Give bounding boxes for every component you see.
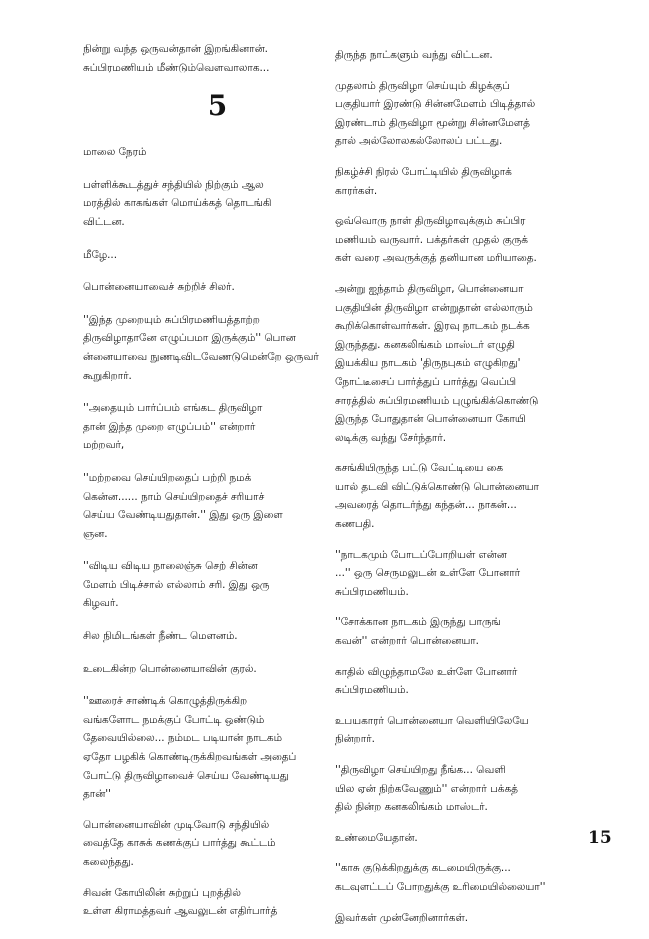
paragraph: காதில் விழுந்தாமலே உள்ளே போனார் சுப்பிரமணியம்.: [335, 665, 518, 697]
paragraph: கசங்கியிருந்த பட்டு வேட்டியை கை யால் தடவி விட்டுக்கொண்டு பொன்னையா அவரைத் தொடர்ந்து கந்தன்... நாகன்... கணபதி.: [335, 462, 539, 531]
paragraph: ''விடிய விடிய நாலைஞ்சு செற் சின்ன மேளம் பிடிச்சால் எல்லாம் சரி. இது ஒரு கிழவர்.: [83, 560, 270, 610]
paragraph: முதலாம் திருவிழா செய்யும் கிழக்குப் பகுதியார் இரண்டு சின்னமேளம் பிடித்தால் இரண்டாம் திருவிழா மூன்று சின்னமேளத் தால் அல்லோலகல்லோலப் பட்டது.: [335, 79, 536, 148]
paragraph: ஒவ்வொரு நாள் திருவிழாவுக்கும் சுப்பிர மணியம் வருவார். பக்தர்கள் முதல் குருக் கள் வரை அவருக்குத் தனியான மரியாதை.: [335, 215, 537, 265]
paragraph: ''ஊரைச் சாண்டிக் கொழுத்திருக்கிற வங்களோட நமக்குப் போட்டி ஒண்டும் தேவையில்லை... நம்மட படியான் நாடகம் ஏதோ பழகிக் கொண்டிருக்கிறவங்கள் அதைப் போட்டு திருவிழாவைச் செய்ய வேண்டியது தான்'': [83, 695, 297, 801]
right-column: [335, 46, 580, 939]
paragraph: மாலை நேரம்: [83, 146, 147, 159]
paragraph: சிவன் கோயிலின் சுற்றுப் புறத்தில் உள்ள கிராமத்தவர் ஆவலுடன் எதிர்பார்த்: [83, 886, 278, 918]
paragraph: சில நிமிடங்கள் நீண்ட மௌனம்.: [83, 630, 238, 643]
paragraph: ''நாடகமும் போடப்போறியள் என்ன ...'' ஒரு செருமலுடன் உள்ளே போனார் சுப்பிரமணியம்.: [335, 548, 521, 598]
paragraph: பொன்னையாவைச் சுற்றிச் சிலர்.: [83, 281, 235, 294]
paragraph: நிகழ்ச்சி நிரல் போட்டியில் திருவிழாக் காரர்கள்.: [335, 165, 512, 197]
paragraph: ''இந்த முறையும் சுப்பிரமணியத்தாற்ற திருவிழாதானே எழுப்பமா இருக்கும்'' பொன ன்னையாவை நுணடிவிடவேணடுமென்றே ஒருவர் கூறுகிறார்.: [83, 313, 319, 382]
paragraph: நின்று வந்த ஒருவன்தான் இறங்கினான். சுப்பிரமணியம் மீண்டும்வெளவாலாக...: [83, 43, 270, 74]
paragraph: ''மற்றவை செய்யிறதைப் பற்றி நமக் கென்ன...... நாம் செய்யிறதைச் சரியாச் செய்ய வேண்டியதுதான்.'' இது ஒரு இளை ஞன.: [83, 471, 283, 540]
paragraph: உண்மையேதான்.: [335, 831, 418, 844]
paragraph: ''சோக்கான நாடகம் இருந்து பாருங் கவன்'' என்றார் பொன்னையா.: [335, 616, 501, 648]
paragraph: ''காசு குடுக்கிறதுக்கு கடமையிருக்கு... கடவுளட்டப் போறதுக்கு உரிமையில்லையா'': [335, 862, 546, 893]
paragraph: உடைகின்ற பொன்னையாவின் குரல்.: [83, 662, 257, 675]
paragraph: இவர்கள் முன்னேறினார்கள்.: [335, 911, 469, 924]
paragraph: அன்று ஐந்தாம் திருவிழா, பொன்னையா பகுதியின் திருவிழா என்றுதான் எல்லாரும் கூறிக்கொள்வார்கள். இரவு நாடகம் நடக்க இருந்தது. கனகலிங்கம் மாஸ்டர் எழுதி இயக்கிய நாடகம் 'திருநபுகம் எழுகிறது' நோட்டீசைப் பார்த்துப் பார்த்து வெப்பி சாரத்தில் சுப்பிரமணியம் புழுங்கிக்கொண்டு இருந்த போதுதான் பொன்னையா கோயி லடிக்கு வந்து சேர்ந்தார்.: [335, 282, 539, 444]
paragraph: மீழே...: [83, 248, 118, 261]
paragraph: உபயகாரர் பொன்னையா வெளியிலேயே நின்றார்.: [335, 714, 529, 746]
paragraph: பொன்னையாவின் முடிவோடு சந்தியில் வைத்தே காசுக் கணக்குப் பார்த்து கூட்டம் கலைந்தது.: [83, 818, 276, 868]
left-column: [83, 40, 330, 935]
page-number: 15: [588, 828, 612, 848]
paragraph: பள்ளிக்கூடத்துச் சந்தியில் நிற்கும் ஆல மரத்தில் காகங்கள் மொய்க்கத் தொடங்கி விட்டன.: [83, 178, 272, 228]
paragraph: திருந்த நாட்களும் வந்து விட்டன.: [335, 49, 493, 61]
chapter-number: 5: [207, 89, 228, 123]
paragraph: ''அதையும் பார்ப்பம் எங்கட திருவிழா தான் இந்த முறை எழுப்பம்'' என்றார் மற்றவர்,: [83, 402, 263, 452]
paragraph: ''திருவிழா செய்யிறது நீங்க... வெளி யில ஏன் நிற்கவேணும்'' என்றார் பக்கத் தில் நின்ற கனகலிங்கம் மாஸ்டர்.: [335, 764, 518, 814]
